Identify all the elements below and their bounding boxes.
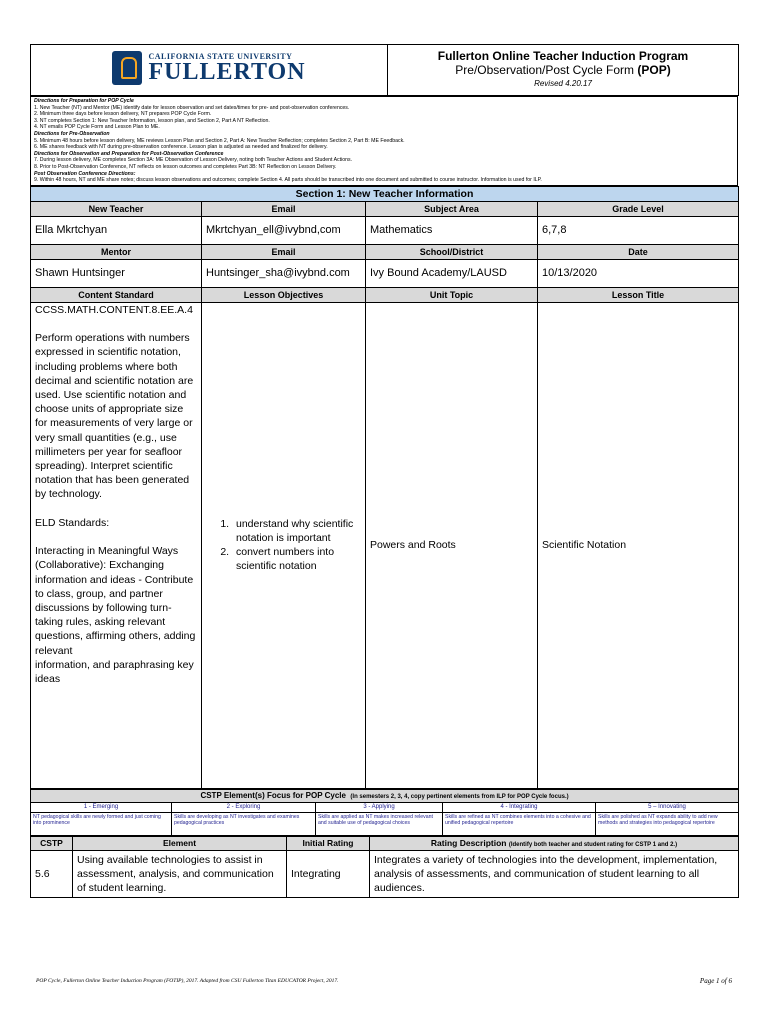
direction-item: 6. ME shares feedback with NT during pre-observation conference. Lesson plan is adjusted as needed and finalized for delivery. [34,144,328,151]
university-seal-icon [112,51,142,85]
direction-item: 8. Prior to Post-Observation Conference, NT reflects on lesson outcomes and completes Part 3B: NT Reflection on Lesson Delivery. [34,163,337,170]
form-page [30,44,738,898]
program-name: Fullerton Online Teacher Induction Program [437,49,689,63]
cstp-initial-rating[interactable]: Integrating [287,850,370,897]
standard-text: ELD Standards: [35,516,110,529]
section1-title: Section 1: New Teacher Information [31,186,739,201]
rating-level-description: Skills are developing as NT investigates and examines pedagogical practices [172,812,316,835]
col-objectives: Lesson Objectives [202,287,366,302]
directions-cell [31,97,738,186]
col-mentor: Mentor [31,244,202,259]
direction-item: 5. Minimum 48 hours before lesson delivery, ME reviews Lesson Plan and Section 2, Part A: New Teacher Reflection; completes Section 2, Part B: ME Feedback. [34,137,405,144]
direction-item: 2. Minimum three days before lesson delivery, NT prepares POP Cycle Form. [34,111,212,118]
rating-level-name: 2 - Exploring [172,802,316,812]
cstp-elements-table [30,836,739,898]
standard-text: Perform operations with numbers expressed in scientific notation, including problems where both decimal and scientific notation are used. Use scientific notation and choose units of appropriate size for measurements of very large or very small quantities (e.g., use millimeters per year for seafloor spreading). Interpret scientific notation that has been generated by technology. [35,332,194,501]
rating-level-description: NT pedagogical skills are newly formed and just coming into prominence [31,812,172,835]
standard-text [35,530,197,544]
col-lesson-title: Lesson Title [538,287,739,302]
unit-topic-value[interactable]: Powers and Roots [366,302,538,788]
col-mentor-email: Email [202,244,366,259]
col-initial-rating: Initial Rating [287,836,370,850]
col-element: Element [73,836,287,850]
logo-cell [31,45,388,96]
objectives-value[interactable] [202,302,366,788]
mentor-email-value[interactable]: Huntsinger_sha@ivybnd.com [202,259,366,287]
col-grade: Grade Level [538,201,739,216]
standard-text: CCSS.MATH.CONTENT.8.EE.A.4 [35,303,193,316]
teacher-email-value[interactable]: Mkrtchyan_ell@ivybnd,com [202,216,366,244]
date-value[interactable]: 10/13/2020 [538,259,739,287]
form-name: Pre/Observation/Post Cycle Form (POP) [455,63,671,77]
direction-item: 1. New Teacher (NT) and Mentor (ME) identify date for lesson observation and set dates/times for pre- and post-observation conferences. [34,104,350,111]
standard-text: information, and paraphrasing key ideas [35,658,194,685]
revision-date: Revised 4.20.17 [534,79,592,88]
direction-heading: Post Observation Conference Directions: [34,170,136,177]
cstp-rating-description[interactable]: Integrates a variety of technologies into the development, implementation, analysis of assessments, and communication of student learning to all audiences. [370,850,739,897]
page-number: Page 1 of 6 [699,977,732,985]
col-school: School/District [366,244,538,259]
footer-credit: POP Cycle, Fullerton Online Teacher Induction Program (FOTIP), 2017. Adapted from CSU Fullerton Titan EDUCATOR Project, 2017. [36,978,339,984]
cstp-code[interactable]: 5.6 [31,850,73,897]
program-title-cell [388,45,739,96]
direction-heading: Directions for Pre-Observation [34,130,110,137]
col-unit-topic: Unit Topic [366,287,538,302]
page-footer [36,978,732,984]
standard-text: Interacting in Meaningful Ways (Collaborative): Exchanging information and ideas - Contribute to class, group, and partner discussions by following turn- [35,545,194,614]
grade-value[interactable]: 6,7,8 [538,216,739,244]
direction-heading: Directions for Observation and Preparation for Post-Observation Conference [34,150,224,157]
col-cstp: CSTP [31,836,73,850]
rating-level-name: 1 - Emerging [31,802,172,812]
mentor-value[interactable]: Shawn Huntsinger [31,259,202,287]
direction-item: 9. Within 48 hours, NT and ME share notes; discuss lesson observations and outcomes; complete Section 4. All parts should be transcribed into one document and submitted to course instructor. Information is used for ILP. [34,177,542,184]
col-date: Date [538,244,739,259]
standard-text [35,317,197,331]
col-new-teacher: New Teacher [31,201,202,216]
cstp-element[interactable]: Using available technologies to assist in assessment, analysis, and communication of student learning. [73,850,287,897]
standard-text: taking rules, asking relevant questions, affirming others, adding relevant [35,616,196,657]
rating-level-description: Skills are polished as NT expands ability to add new methods and strategies into pedagogical repertoire [596,812,739,835]
school-value[interactable]: Ivy Bound Academy/LAUSD [366,259,538,287]
cstp-levels-table [30,789,739,836]
lesson-title-value[interactable]: Scientific Notation [538,302,739,788]
col-rating-description: Rating Description (Identify both teacher and student rating for CSTP 1 and 2.) [370,836,739,850]
standard-text [35,502,197,516]
form-header [30,44,739,96]
subject-value[interactable]: Mathematics [366,216,538,244]
cstp-title: CSTP Element(s) Focus for POP Cycle (In semesters 2, 3, 4, copy pertinent elements from ILP for POP Cycle focus.) [31,789,739,802]
directions-block [30,96,738,186]
logo-subtitle: CALIFORNIA STATE UNIVERSITY [148,52,293,61]
direction-item: 7. During lesson delivery, ME completes Section 3A: ME Observation of Lesson Delivery, noting both Teacher Actions and Student Actions. [34,157,353,164]
objective-item: 2. convert numbers into scientific notation [232,545,361,573]
direction-item: 3. NT completes Section 1: New Teacher Information, lesson plan, and Section 2, Part A NT Reflection. [34,117,270,124]
logo-title: FULLERTON [148,59,306,85]
direction-heading: Directions for Preparation for POP Cycle [34,98,134,104]
university-logo [112,51,305,85]
col-email: Email [202,201,366,216]
col-content-standard: Content Standard [31,287,202,302]
rating-level-description: Skills are applied as NT makes increased relevant and suitable use of pedagogical choices [316,812,443,835]
col-subject: Subject Area [366,201,538,216]
objective-item: 1. understand why scientific notation is important [232,517,361,545]
rating-level-name: 5 – Innovating [596,802,739,812]
direction-item: 4. NT emails POP Cycle Form and Lesson Plan to ME. [34,124,160,131]
new-teacher-value[interactable]: Ella Mkrtchyan [31,216,202,244]
rating-level-name: 3 - Applying [316,802,443,812]
rating-level-name: 4 - Integrating [443,802,596,812]
content-standard-value[interactable] [31,302,202,788]
rating-level-description: Skills are refined as NT combines elements into a cohesive and unified pedagogical repertoire [443,812,596,835]
section1-table [30,186,739,789]
